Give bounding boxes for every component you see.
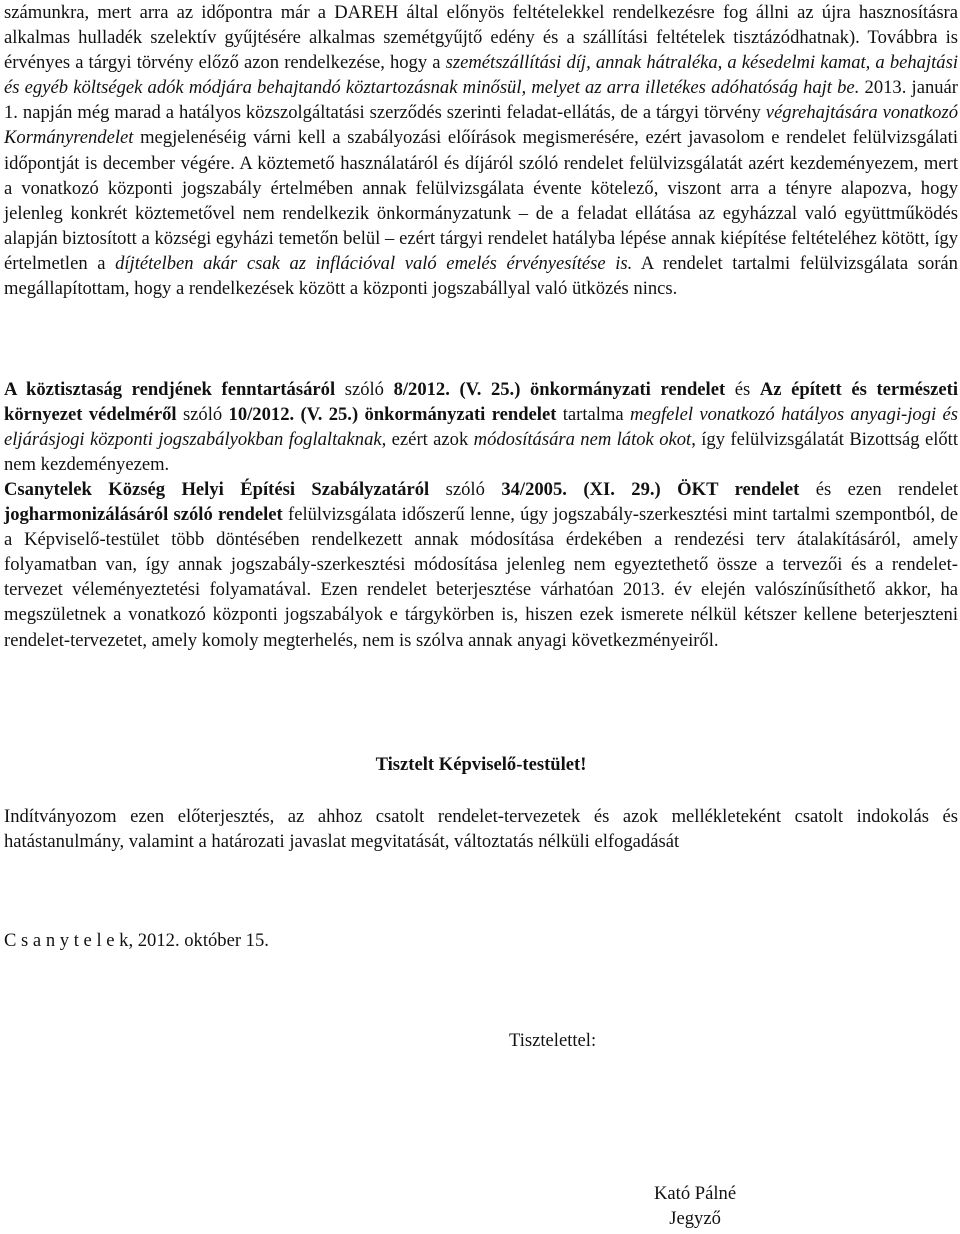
closing-phrase: Tisztelettel: (509, 1030, 597, 1051)
italic-run: díjtételben akár csak az inflációval való emelés érvényesítése is. (115, 252, 633, 274)
text-run: szóló (429, 479, 502, 500)
bold-run: 8/2012. (V. 25.) önkormányzati rendelet (393, 379, 726, 400)
paragraph-waste-and-cemetery (4, 0, 958, 301)
bold-run: Az épített és természeti környezet védelméről (4, 379, 958, 426)
bold-run: Csanytelek Község Helyi Építési Szabályzatáról (4, 479, 430, 500)
italic-run: megfelel vonatkozó hatályos anyagi-jogi és eljárásjogi központi jogszabályokban foglaltaknak (4, 404, 958, 451)
text-run: tartalma (556, 404, 631, 426)
signatory-name: Kató Pálné (654, 1183, 737, 1204)
paragraph-proposal: Indítványozom ezen előterjesztés, az ahhoz csatolt rendelet-tervezetek és azok mellékleteként csatolt indokolás és hatástanulmány, valamint a határozati javaslat megvitatását, változtatás nélküli elfogadását (4, 806, 958, 853)
italic-run: módosítására nem látok okot (473, 429, 692, 451)
text-run: szóló (335, 379, 394, 400)
text-run: , ezért azok (381, 429, 474, 451)
bold-run: 34/2005. (XI. 29.) ÖKT rendelet (501, 479, 800, 500)
text-run: megjelenéséig várni kell a szabályozási előírások megismerésére, ezért javasolom e rendelet felülvizsgálati időpontját is december végére. A köztemető használatáról és díjáról szóló rendelet felülvizsgálatát azért kezdeményezem, mert a vonatkozó központi jogszabály értelmében annak felülvizsgálata évente kötelező, viszont arra a tényre alapozva, hogy jelenleg konkrét köztemetővel nem rendelkezik önkormányzatunk – de a feladat ellátása az egyházzal való együttműködés alapján biztosított a községi egyházi temetőn belül – ezért tárgyi rendelet hatályba lépése annak kiépítése feltételéhez kötött, így értelmetlen a (4, 127, 958, 274)
text-run: felülvizsgálata időszerű lenne, úgy jogszabály-szerkesztési mint tartalmi szempontból, de a Képviselő-testület több döntésében rendelkezett annak módosítása érdekében a rendezési terv átalakításáról, amely folyamatban van, így annak jogszabály-szerkesztési módosítása jelenleg nem egyeztethető össze a tervezői és a rendelet-tervezet véleményeztetési folyamatával. Ezen rendelet beterjesztése várhatóan 2013. év elején valószínűsíthető akkor, ha megszületnek a vonatkozó központi jogszabályok e tárgykörben is, hiszen ezek ismerete nélkül kétszer kellene beterjeszteni rendelet-tervezetet, amely komoly megterhelés, nem is szólva annak anyagi következményeiről. (4, 504, 958, 651)
bold-run: jogharmonizálásáról szóló rendelet (4, 504, 283, 526)
text-run: A rendelet tartalmi felülvizsgálata során megállapítottam, hogy a rendelkezések között a központi jogszabállyal való ütközés nincs. (4, 252, 958, 300)
italic-run: végrehajtására vonatkozó Kormányrendelet (4, 102, 958, 149)
text-run: és (725, 379, 760, 400)
salutation-heading: Tisztelt Képviselő-testület! (375, 754, 587, 775)
signatory-title: Jegyző (669, 1208, 721, 1229)
text-run: számunkra, mert arra az időpontra már a DAREH által előnyös feltételekkel rendelkezésre fog állni az újra hasznosításra alkalmas hulladék szelektív gyűjtésére alkalmas szemétgyűjtő edény és a szállítási feltételek tisztázódhatnak). Továbbra is érvényes a tárgyi törvény előző azon rendelkezése, hogy a (4, 2, 958, 74)
signature-block (654, 1181, 736, 1231)
text-run: szóló (176, 404, 229, 426)
date-line: C s a n y t e l e k, 2012. október 15. (4, 930, 269, 951)
bold-run: 10/2012. (V. 25.) önkormányzati rendelet (228, 404, 557, 426)
paragraph-building-code (4, 477, 958, 653)
text-run: 2013. január 1. napján még marad a hatályos közszolgáltatási szerződés szerinti feladat-ellátás, de a tárgyi törvény (4, 77, 958, 124)
text-run: és ezen rendelet (799, 479, 958, 500)
paragraph-cleanliness-regulations (4, 377, 958, 477)
bold-run: A köztisztaság rendjének fenntartásáról (4, 379, 336, 400)
text-run: , így felülvizsgálatát Bizottság előtt nem kezdeményezem. (4, 429, 958, 476)
italic-run: szemétszállítási díj, annak hátraléka, a késedelmi kamat, a behajtási és egyéb költségek adók módjára behajtandó köztartozásnak minősül, melyet az arra illetékes adóhatóság hajt be. (4, 52, 959, 99)
